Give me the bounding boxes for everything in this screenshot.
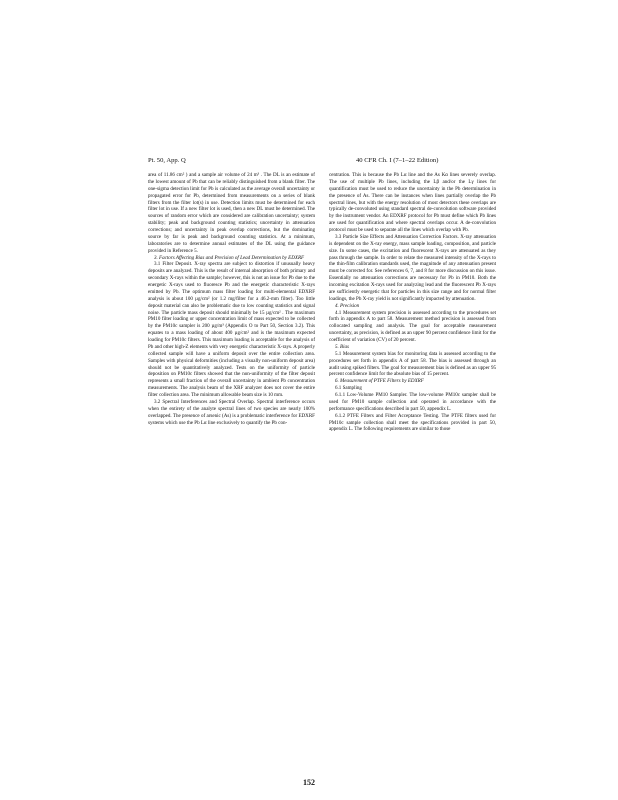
paragraph: area of 11.86 cm² ) and a sample air volume of 24 m³ . The DL is an estimate of the lowest amount of Pb that can be reliably distinguished from a blank filter. The one-sigma detection limit for Pb is calculated as the average overall uncertainty or propagated error for Pb, determined from measurements on a series of blank filters from the filter lot(s) in use. Detection limits must be determined for each filter lot in use. If a new filter lot is used, then a new DL must be determined. The sources of random error which are considered are calibration uncertainty; system stability; peak and background counting statistics; uncertainty in attenuation corrections; and uncertainty in peak overlap corrections, but the dominating source by far is peak and background counting statistics. At a minimum, laboratories are to determine annual estimates of the DL using the guidance provided in Reference 5. xyxy=(148,172,315,254)
section-heading: 4. Precision xyxy=(335,302,360,309)
paragraph: 6.1.1 Low-Volume PM10 Sampler. The low-volume PM10c sampler shall be used for PM10 sample collection and operated in accordance with the performance specifications described in part 50, appendix L. xyxy=(329,392,496,412)
section-heading: 3. Factors Affecting Bias and Precision of Lead Determination by EDXRF xyxy=(154,254,305,261)
section-heading: 5. Bias xyxy=(335,343,350,350)
paragraph: 3.1 Filter Deposit. X-ray spectra are subject to distortion if unusually heavy deposits are analyzed. This is the result of internal absorption of both primary and secondary X-rays within the sample; however, this is not an issue for Pb due to the energetic X-rays used to fluoresce Pb and the energetic characteristic X-rays emitted by Pb. The optimum mass filter loading for multi-elemental EDXRF analysis is about 100 µg/cm² (or 1.2 mg/filter for a 46.2-mm filter). Too little deposit material can also be problematic due to low counting statistics and signal noise. The particle mass deposit should minimally be 15 µg/cm² . The maximum PM10 filter loading or upper concentration limit of mass expected to be collected by the PM10c sampler is 200 µg/m³ (Appendix O to Part 50, Section 3.2). This equates to a mass loading of about 400 µg/cm² and is the maximum expected loading for PM10c filters. This maximum loading is acceptable for the analysis of Pb and other high-Z elements with very energetic characteristic X-rays. A properly collected sample will have a uniform deposit over the entire collection area. Samples with physical deformities (including a visually non-uniform deposit area) should not be quantitatively analyzed. Tests on the uniformity of particle deposition on PM10c filters showed that the non-uniformity of the filter deposit represents a small fraction of the overall uncertainty in ambient Pb concentration measurements. The analysis beam of the XRF analyzer does not cover the entire filter collection area. The minimum allowable beam size is 10 mm. xyxy=(148,261,315,398)
running-header-right: 40 CFR Ch. I (7–1–22 Edition) xyxy=(356,157,439,164)
paragraph: 3.3 Particle Size Effects and Attenuation Correction Factors. X-ray attenuation is dependent on the X-ray energy, mass sample loading, composition, and particle size. In some cases, the excitation and fluorescent X-rays are attenuated as they pass through the sample. In order to relate the measured intensity of the X-rays to the thin-film calibration standards used, the magnitude of any attenuation present must be corrected for. See references 6, 7, and 8 for more discussion on this issue. Essentially no attenuation corrections are necessary for Pb in PM10. Both the incoming excitation X-rays used for analyzing lead and the fluorescent Pb X-rays are sufficiently energetic that for particles in this size range and for normal filter loadings, the Pb X-ray yield is not significantly impacted by attenuation. xyxy=(329,233,496,302)
right-column xyxy=(329,172,496,433)
left-column xyxy=(148,172,315,426)
paragraph: 5.1 Measurement system bias for monitoring data is assessed according to the procedures set forth in appendix A of part 58. The bias is assessed through an audit using spiked filters. The goal for measurement bias is defined as an upper 95 percent confidence limit for the absolute bias of 15 percent. xyxy=(329,350,496,378)
paragraph: 4.1 Measurement system precision is assessed according to the procedures set forth in appendix A to part 58. Measurement method precision is assessed from collocated sampling and analysis. The goal for acceptable measurement uncertainty, as precision, is defined as an upper 90 percent confidence limit for the coefficient of variation (CV) of 20 percent. xyxy=(329,309,496,343)
paragraph: 6.1.2 PTFE Filters and Filter Acceptance Testing. The PTFE filters used for PM10c sample collection shall meet the specifications provided in part 50, appendix L. The following requirements are similar to those xyxy=(329,412,496,433)
page-number: 152 xyxy=(303,778,315,787)
paragraph: centration. This is because the Pb Lα line and the As Kα lines severely overlap. The use of multiple Pb lines, including the Lβ and/or the Lγ lines for quantification must be used to reduce the uncertainty in the Pb determination in the presence of As. There can be instances when lines partially overlap the Pb spectral lines, but with the energy resolution of most detectors these overlaps are typically de-convoluted using standard spectral de-convolution software provided by the instrument vendor. An EDXRF protocol for Pb must define which Pb lines are used for quantification and where spectral overlaps occur. A de-convolution protocol must be used to separate all the lines which overlap with Pb. xyxy=(329,172,496,233)
running-header-left: Pt. 50, App. Q xyxy=(148,157,186,164)
section-heading: 6. Measurement of PTFE Filters by EDXRF xyxy=(335,378,424,385)
paragraph: 3.2 Spectral Interferences and Spectral Overlap. Spectral interference occurs when the entirety of the analyte spectral lines of two species are nearly 100% overlapped. The presence of arsenic (As) is a problematic interference for EDXRF systems which use the Pb Lα line exclusively to quantify the Pb con- xyxy=(148,398,315,426)
section-heading: 6.1 Sampling xyxy=(335,385,362,392)
